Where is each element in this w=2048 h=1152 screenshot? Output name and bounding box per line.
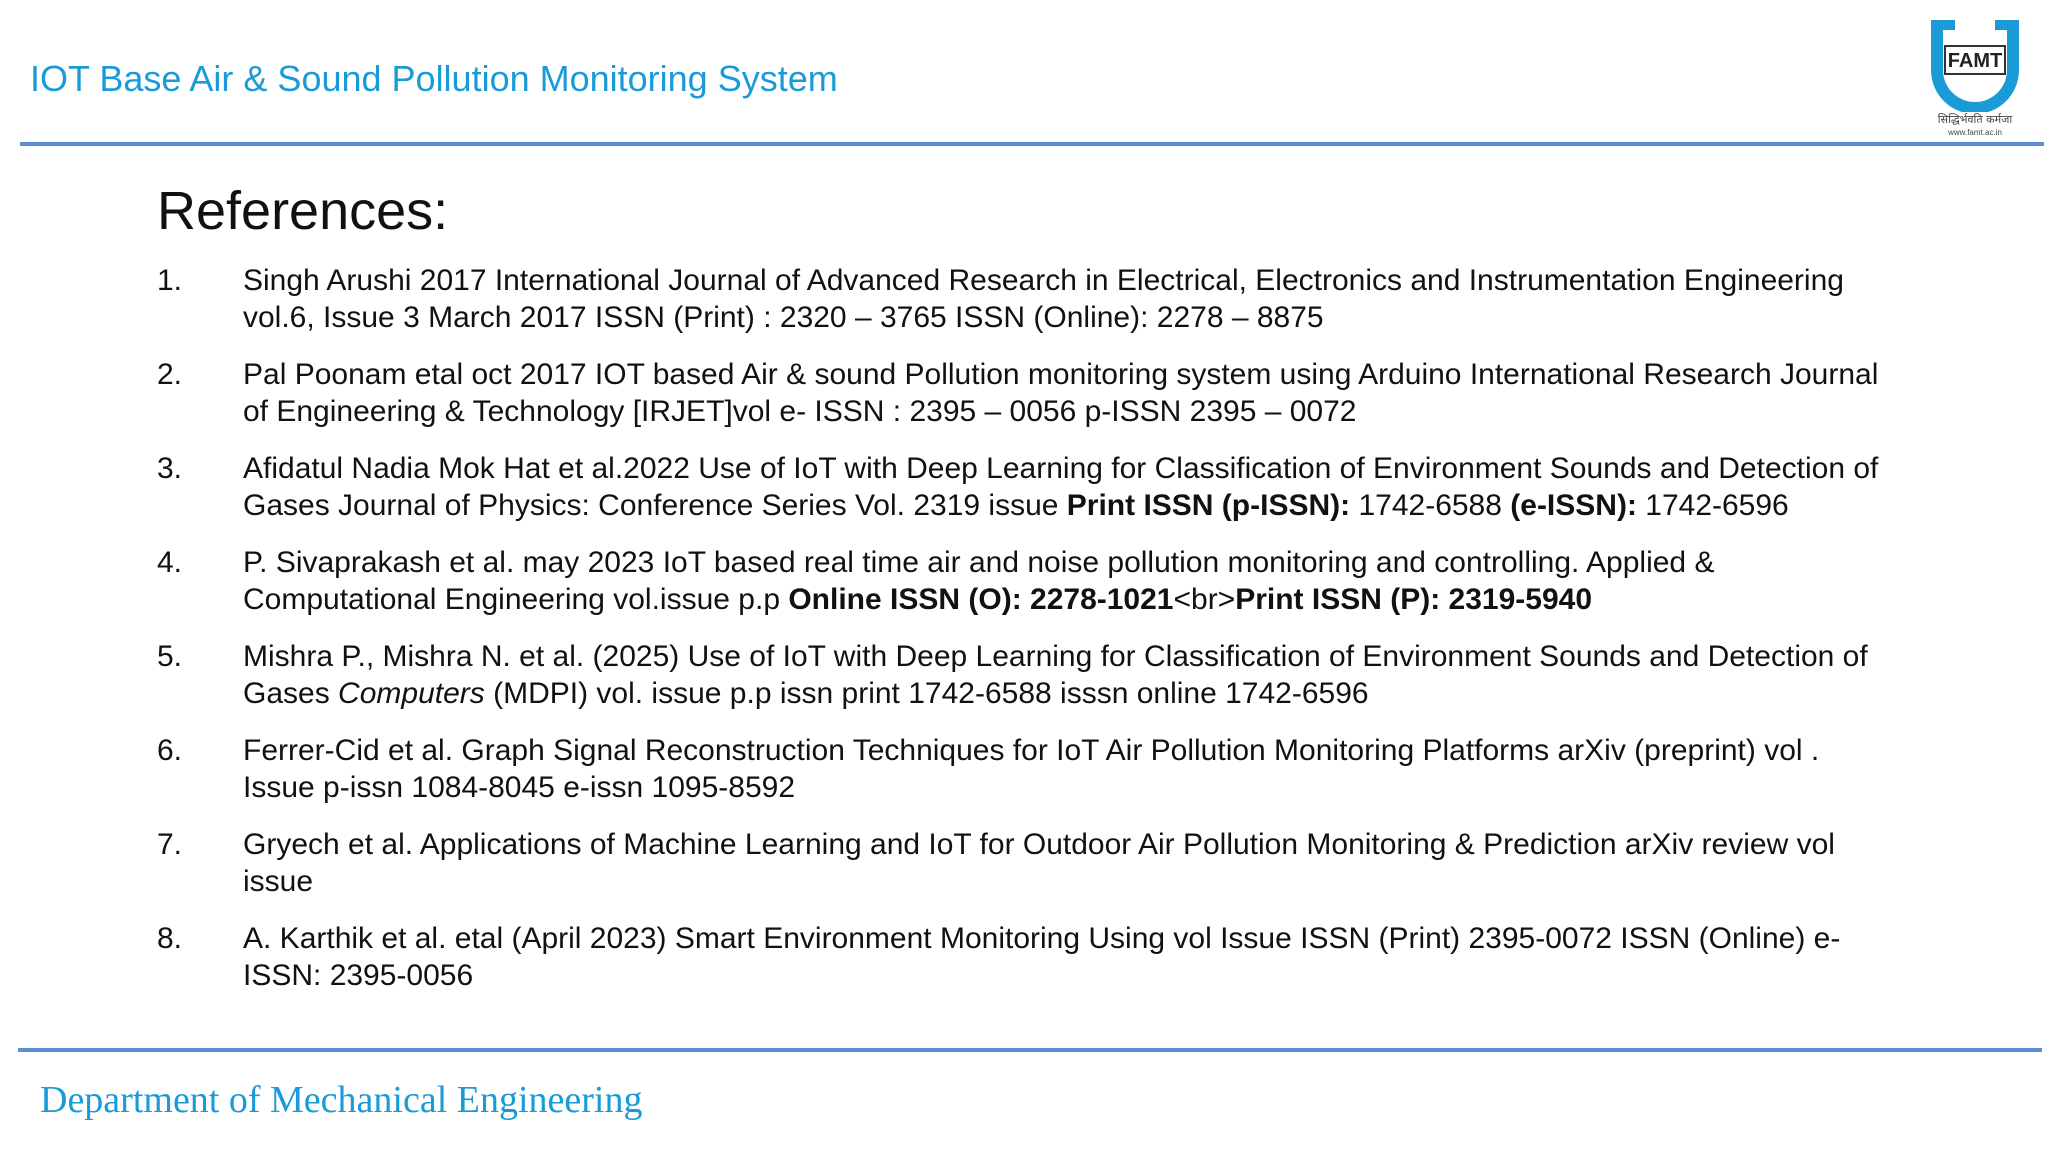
logo-url: www.famt.ac.in bbox=[1948, 128, 2002, 137]
reference-text-part: (e-ISSN): bbox=[1510, 489, 1637, 522]
reference-text bbox=[243, 826, 1897, 900]
reference-number: 8. bbox=[157, 922, 183, 955]
famt-logo-icon bbox=[1925, 16, 2025, 112]
reference-text-part: Mishra P., Mishra N. et al. (2025) Use of IoT with Deep Learning for Classification of Environment Sounds and Detection of Gases bbox=[243, 640, 1868, 710]
header-divider bbox=[20, 142, 2044, 146]
footer-department: Department of Mechanical Engineering bbox=[40, 1079, 643, 1121]
logo-motto: सिद्धिर्भवति कर्मजा bbox=[1937, 113, 2013, 126]
reference-text-part: 1742-6596 bbox=[1636, 489, 1789, 522]
reference-text-part: 1742-6588 bbox=[1350, 489, 1511, 522]
reference-text bbox=[243, 450, 1897, 524]
reference-text-part: Ferrer-Cid et al. Graph Signal Reconstruction Techniques for IoT Air Pollution Monitoring Platforms arXiv (preprint) vol . Issue p-issn 1084-8045 e-issn 1095-8592 bbox=[243, 734, 1820, 804]
reference-item bbox=[157, 544, 1897, 618]
reference-text-part: Print ISSN (P): 2319-5940 bbox=[1235, 583, 1593, 616]
reference-number: 3. bbox=[157, 452, 183, 485]
slide-header-title: IOT Base Air & Sound Pollution Monitoring System bbox=[30, 58, 838, 99]
logo-text: FAMT bbox=[1947, 50, 2003, 72]
reference-item bbox=[157, 638, 1897, 712]
famt-logo bbox=[1925, 16, 2025, 146]
reference-item bbox=[157, 450, 1897, 524]
reference-text-part: A. Karthik et al. etal (April 2023) Smart Environment Monitoring Using vol Issue ISSN (Print) 2395-0072 ISSN (Online) e-ISSN: 2395-0056 bbox=[243, 922, 1841, 992]
reference-item bbox=[157, 356, 1897, 430]
reference-number: 6. bbox=[157, 734, 183, 767]
reference-text bbox=[243, 356, 1897, 430]
reference-text-part: <br> bbox=[1173, 583, 1236, 616]
reference-text-part: (MDPI) vol. issue p.p issn print 1742-6588 isssn online 1742-6596 bbox=[484, 677, 1369, 710]
reference-text bbox=[243, 920, 1897, 994]
reference-item bbox=[157, 826, 1897, 900]
reference-text bbox=[243, 638, 1897, 712]
reference-text-part: Singh Arushi 2017 International Journal of Advanced Research in Electrical, Electronics and Instrumentation Engineering vol.6, Issue 3 March 2017 ISSN (Print) : 2320 – 3765 ISSN (Online): 2278 – 8875 bbox=[243, 264, 1844, 334]
reference-number: 4. bbox=[157, 546, 183, 579]
reference-number: 7. bbox=[157, 828, 183, 861]
reference-item bbox=[157, 732, 1897, 806]
reference-item bbox=[157, 262, 1897, 336]
footer-divider bbox=[18, 1048, 2042, 1052]
reference-text-part: Pal Poonam etal oct 2017 IOT based Air & sound Pollution monitoring system using Arduino International Research Journal of Engineering & Technology [IRJET]vol e- ISSN : 2395 – 0056 p-ISSN 2395 – 0072 bbox=[243, 358, 1879, 428]
reference-number: 5. bbox=[157, 640, 183, 673]
reference-text bbox=[243, 544, 1897, 618]
reference-text-part: Online ISSN (O): 2278-1021 bbox=[788, 583, 1174, 616]
references-heading: References: bbox=[157, 181, 449, 241]
reference-number: 2. bbox=[157, 358, 183, 391]
reference-number: 1. bbox=[157, 264, 183, 297]
reference-text-part: P. Sivaprakash et al. may 2023 IoT based real time air and noise pollution monitoring and controlling. Applied & Computational Engineering vol.issue p.p bbox=[243, 546, 1715, 616]
reference-text-part: Computers bbox=[338, 677, 485, 710]
reference-text bbox=[243, 732, 1897, 806]
reference-text-part: Gryech et al. Applications of Machine Learning and IoT for Outdoor Air Pollution Monitoring & Prediction arXiv review vol issue bbox=[243, 828, 1835, 898]
reference-text-part: Print ISSN (p-ISSN): bbox=[1066, 489, 1351, 522]
reference-item bbox=[157, 920, 1897, 994]
references-list bbox=[157, 262, 1897, 1014]
reference-text bbox=[243, 262, 1897, 336]
reference-text-part: Afidatul Nadia Mok Hat et al.2022 Use of IoT with Deep Learning for Classification of Environment Sounds and Detection of Gases Journal of Physics: Conference Series Vol. 2319 issue bbox=[243, 452, 1879, 522]
